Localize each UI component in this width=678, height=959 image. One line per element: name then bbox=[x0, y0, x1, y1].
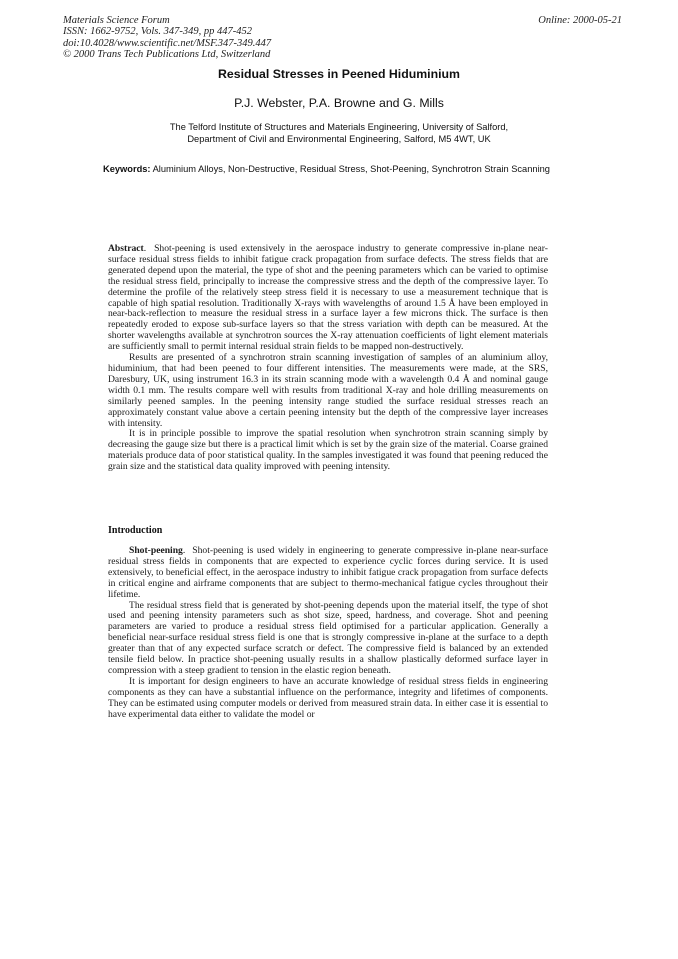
abstract-text-1: Shot-peening is used extensively in the aerospace industry to generate compressive in-plane near-surface residual stress fields to inhibit fatigue crack propagation from surface defects. The stress fields that are generated depend upon the material, the type of shot and the peening parameters which can be varied to optimise the residual stress field, principally to increase the compressive stress and the depth of the compressive layer. To determine the profile of the relatively steep stress field it is necessary to use a measurement technique that is capable of high spatial resolution. Traditionally X-rays with wavelengths of around 1.5 Å have been employed in near-back-reflection to measure the residual stress in a surface layer a few microns thick. The surface is then repeatedly eroded to expose sub-surface layers so that the stress variation with depth can be measured. At the shorter wavelengths available at synchrotron sources the X-ray attenuation coefficients of light element materials are sufficiently small to permit internal residual strain fields to be mapped non-destructively. bbox=[108, 243, 549, 353]
affiliation-line-1: The Telford Institute of Structures and Materials Engineering, University of Salford, bbox=[169, 122, 509, 132]
affiliation bbox=[0, 121, 678, 146]
journal-header bbox=[63, 15, 271, 61]
paper-authors: P.J. Webster, P.A. Browne and G. Mills bbox=[234, 96, 444, 110]
introduction bbox=[108, 546, 548, 721]
doi-line: doi:10.4028/www.scientific.net/MSF.347-349.447 bbox=[63, 37, 272, 49]
introduction-heading: Introduction bbox=[108, 525, 163, 536]
affiliation-line-2: Department of Civil and Environmental Engineering, Salford, M5 4WT, UK bbox=[187, 134, 491, 145]
intro-text-1: Shot-peening is used widely in engineering to generate compressive in-plane near-surface residual stress fields in components that are expected to experience cyclic forces during service. It is used extensively, to beneficial effect, in the aerospace industry to inhibit fatigue crack propagation from surface defects in critical engine and airframe components that are subject to thermo-mechanical fatigue cycles throughout their lifetime. bbox=[108, 545, 548, 600]
online-date: Online: 2000-05-21 bbox=[538, 15, 622, 26]
abstract-paragraph-2: Results are presented of a synchrotron strain scanning investigation of samples of an aluminium alloy, hiduminium, that had been peened to four different intensities. The measurements were made, at the SRS, Daresbury, UK, using instrument 16.3 in its strain scanning mode with a wavelength 0.4 Å and nominal gauge width 0.1 mm. The results compare well with results from traditional X-ray and hole drilling measurements on similarly peened samples. In the peening intensity range studied the surface residual stresses reach an approximately constant value above a certain peening intensity but the depth of the compressive layer increases with intensity. bbox=[108, 352, 548, 429]
abstract-label: Abstract bbox=[108, 243, 144, 254]
keywords-text: Aluminium Alloys, Non-Destructive, Residual Stress, Shot-Peening, Synchrotron Strain Scanning bbox=[152, 164, 550, 174]
abstract-paragraph-3: It is in principle possible to improve the spatial resolution when synchrotron strain scanning simply by decreasing the gauge size but there is a practical limit which is set by the grain size of the material. Coarse grained materials produce data of poor statistical quality. In the samples investigated it was found that peening reduced the grain size and the statistical data quality improved with peening intensity. bbox=[108, 428, 548, 473]
journal-name: Materials Science Forum bbox=[63, 15, 170, 26]
intro-lead: Shot-peening bbox=[129, 545, 183, 556]
intro-paragraph-2: The residual stress field that is generated by shot-peening depends upon the material itself, the type of shot used and peening intensity parameters such as shot size, speed, hardness, and coverage. Shot and peening parameters are varied to produce a residual stress field optimised for a particular application. Generally a beneficial near-surface residual stress field is one that is strongly compressive in-plane at the surface to a depth greater than that of any expected surface scratch or defect. The compressive field is balanced by an extended tensile field below. In practice shot-peening usually results in a shallow plastically deformed surface layer in compression with a steep gradient to tension in the elastic region beneath. bbox=[108, 599, 548, 676]
issn-line: ISSN: 1662-9752, Vols. 347-349, pp 447-452 bbox=[63, 26, 252, 38]
abstract-paragraph-1: Abstract. Shot-peening is used extensively in the aerospace industry to generate compressive in-plane near-surface residual stress fields to inhibit fatigue crack propagation from surface defects. The stress fields that are generated depend upon the material, the type of shot and the peening parameters which can be varied to optimise the residual stress field, principally to increase the compressive stress and the depth of the compressive layer. To determine the profile of the relatively steep stress field it is necessary to use a measurement technique that is capable of high spatial resolution. Traditionally X-rays with wavelengths of around 1.5 Å have been employed in near-back-reflection to measure the residual stress in a surface layer a few microns thick. The surface is then repeatedly eroded to expose sub-surface layers so that the stress variation with depth can be measured. At the shorter wavelengths available at synchrotron sources the X-ray attenuation coefficients of light element materials are sufficiently small to permit internal residual strain fields to be mapped non-destructively. bbox=[108, 243, 549, 353]
paper-title: Residual Stresses in Peened Hiduminium bbox=[218, 67, 460, 81]
intro-paragraph-3: It is important for design engineers to have an accurate knowledge of residual stress fields in engineering components as they can have a substantial influence on the performance, integrity and lifetimes of components. They can be estimated using computer models or derived from measured strain data. In either case it is essential to have experimental data either to validate the model or bbox=[108, 675, 548, 720]
keywords-label: Keywords: bbox=[103, 164, 151, 174]
keywords bbox=[103, 163, 555, 175]
copyright-line: © 2000 Trans Tech Publications Ltd, Switzerland bbox=[63, 49, 271, 61]
intro-paragraph-1: Shot-peening. Shot-peening is used widely in engineering to generate compressive in-plane near-surface residual stress fields in components that are expected to experience cyclic forces during service. It is used extensively, to beneficial effect, in the aerospace industry to inhibit fatigue crack propagation from surface defects in critical engine and airframe components that are subject to thermo-mechanical fatigue cycles throughout their lifetime. bbox=[108, 545, 548, 600]
abstract bbox=[108, 244, 548, 473]
